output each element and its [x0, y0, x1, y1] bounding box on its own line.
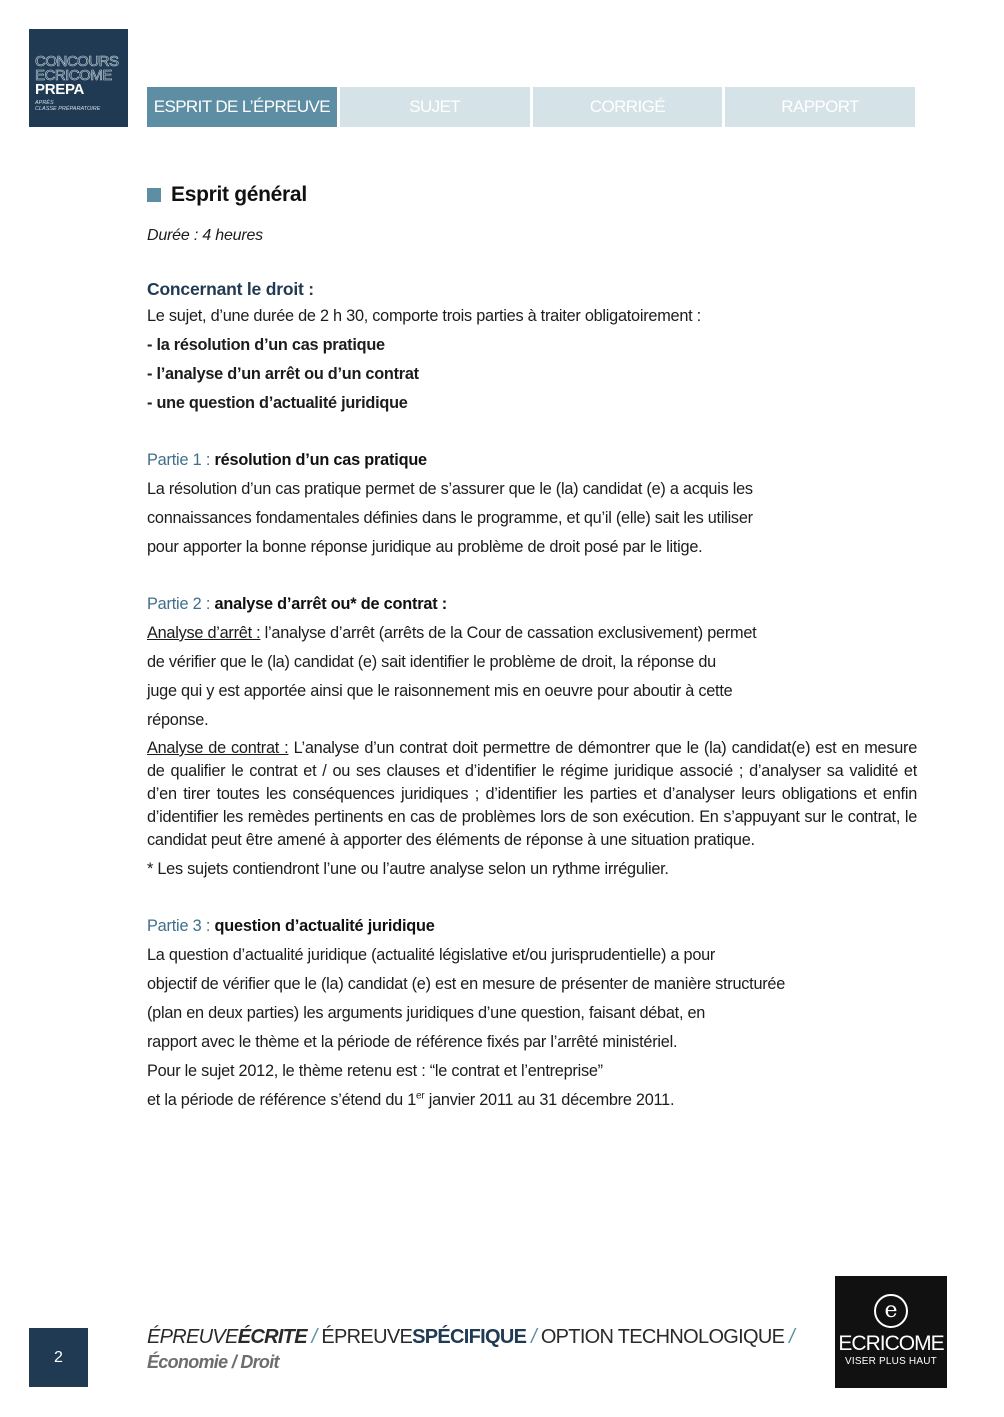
ecricome-e-icon: e	[874, 1294, 908, 1328]
footer-line-1	[147, 1326, 794, 1349]
arret-line: réponse.	[147, 711, 209, 729]
page-number: 2	[29, 1328, 88, 1387]
logo-line-ecricome: ECRICOME	[35, 67, 112, 84]
partie3-line: Pour le sujet 2012, le thème retenu est : “le contrat et l’entreprise”	[147, 1062, 603, 1080]
logo-classe: CLASSE PRÉPARATOIRE	[35, 106, 101, 112]
arret-line	[147, 619, 917, 648]
tab-corrige[interactable]: CORRIGÉ	[533, 87, 723, 127]
tab-esprit[interactable]: ESPRIT DE L’ÉPREUVE	[147, 87, 337, 127]
footer-epreuve2: ÉPREUVE	[321, 1326, 413, 1348]
droit-heading: Concernant le droit :	[147, 279, 314, 299]
footer-epreuve: ÉPREUVE	[147, 1326, 238, 1348]
partie1-line: La résolution d’un cas pratique permet de s’assurer que le (la) candidat (e) a acquis les	[147, 480, 753, 498]
contrat-label: Analyse de contrat :	[147, 739, 289, 757]
footer-subject: Économie / Droit	[147, 1352, 279, 1372]
arret-line: juge qui y est apportée ainsi que le raisonnement mis en oeuvre pour aboutir à cette	[147, 682, 733, 700]
partie1-heading	[147, 446, 917, 475]
partie3-last-line	[147, 1086, 917, 1115]
period-post: janvier 2011 au 31 décembre 2011.	[424, 1091, 675, 1109]
ecricome-tagline: VISER PLUS HAUT	[845, 1356, 937, 1367]
partie2-note: * Les sujets contiendront l’une ou l’autre analyse selon un rythme irrégulier.	[147, 860, 669, 878]
logo-apres: APRÈS	[35, 100, 54, 106]
square-bullet-icon	[147, 188, 161, 202]
section-title: Esprit général	[171, 183, 307, 206]
contrat-text: L’analyse d’un contrat doit permettre de démontrer que le (la) candidat(e) est en mesure de qualifier le contrat et / ou ses clauses et d’identifier le régime juridique associé ; d’analyser sa validité et d’en tirer toutes les conséquences juridiques ; d’identifier les parties et d’analyser leurs obligations et enfin d’identifier les remèdes pertinents en cas de problèmes lors de son exécution. En s’appuyant sur le contrat, le candidat peut être amené à apporter des éléments de réponse à une situation pratique.	[147, 739, 918, 849]
partie2-heading	[147, 590, 917, 619]
partie1-line: pour apporter la bonne réponse juridique au problème de droit posé par le litige.	[147, 538, 703, 556]
partie3-line: objectif de vérifier que le (la) candidat (e) est en mesure de présenter de manière structurée	[147, 975, 786, 993]
footer-option: OPTION TECHNOLOGIQUE	[540, 1326, 785, 1348]
tab-rapport[interactable]: RAPPORT	[725, 87, 915, 127]
main-content	[147, 183, 917, 1115]
logo-line-prepa: PREPA	[35, 81, 85, 98]
section-tabs	[147, 87, 915, 127]
partie3-line: La question d’actualité juridique (actualité législative et/ou jurisprudentielle) a pour	[147, 946, 716, 964]
partie3-heading	[147, 912, 917, 941]
droit-item-3: - une question d’actualité juridique	[147, 394, 408, 412]
concours-logo	[29, 29, 128, 127]
partie1-num: Partie 1 :	[147, 451, 211, 469]
duration: Durée : 4 heures	[147, 227, 263, 244]
arret-line: de vérifier que le (la) candidat (e) sait identifier le problème de droit, la réponse du	[147, 653, 716, 671]
footer-caption	[147, 1326, 794, 1373]
partie1-line: connaissances fondamentales définies dans le programme, et qu’il (elle) sait les utiliser	[147, 509, 753, 527]
footer-sep: /	[526, 1326, 541, 1348]
arret-label: Analyse d’arrêt :	[147, 624, 261, 642]
arret-text: l’analyse d’arrêt (arrêts de la Cour de cassation exclusivement) permet	[260, 624, 757, 642]
footer-ecrite: ÉCRITE	[237, 1326, 307, 1348]
partie3-num: Partie 3 :	[147, 917, 211, 935]
section-heading	[147, 183, 917, 207]
footer-specifique: SPÉCIFIQUE	[412, 1326, 527, 1348]
period-pre: et la période de référence s’étend du 1	[147, 1091, 417, 1109]
droit-item-1: - la résolution d’un cas pratique	[147, 336, 385, 354]
contrat-paragraph	[147, 737, 917, 852]
ecricome-name: ECRICOME	[838, 1332, 944, 1355]
partie2-num: Partie 2 :	[147, 595, 211, 613]
partie2-title: analyse d’arrêt ou* de contrat :	[214, 595, 447, 613]
droit-item-2: - l’analyse d’un arrêt ou d’un contrat	[147, 365, 419, 383]
logo-line-concours: CONCOURS	[35, 53, 119, 70]
droit-intro: Le sujet, d’une durée de 2 h 30, comporte trois parties à traiter obligatoirement :	[147, 307, 701, 325]
ecricome-logo	[835, 1276, 947, 1388]
partie3-title: question d’actualité juridique	[214, 917, 435, 935]
partie1-title: résolution d’un cas pratique	[214, 451, 427, 469]
logo-line-apres	[35, 100, 128, 112]
partie3-line: rapport avec le thème et la période de référence fixés par l’arrêté ministériel.	[147, 1033, 678, 1051]
footer-sep: /	[306, 1326, 322, 1348]
period-sup: er	[416, 1090, 425, 1102]
tab-sujet[interactable]: SUJET	[340, 87, 530, 127]
partie3-line: (plan en deux parties) les arguments juridiques d’une question, faisant débat, en	[147, 1004, 706, 1022]
footer-sep: /	[784, 1326, 794, 1348]
